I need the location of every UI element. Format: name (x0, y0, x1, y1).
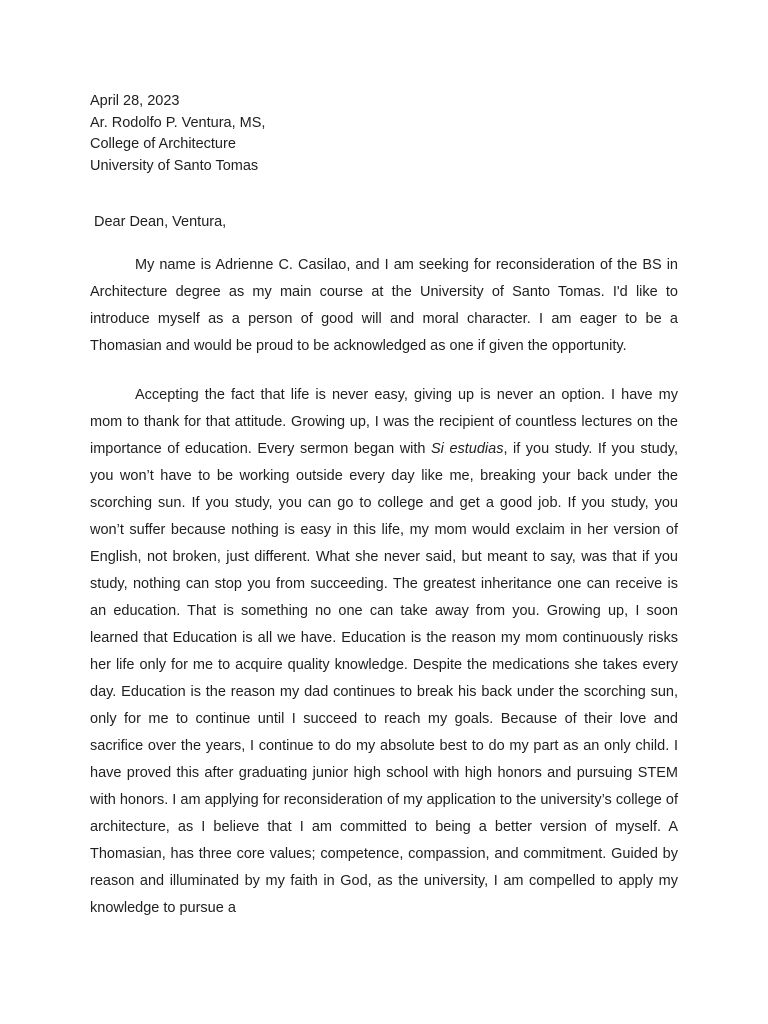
paragraph-2-italic-phrase: Si estudias (431, 441, 504, 457)
letter-date: April 28, 2023 (90, 93, 180, 109)
letter-header (90, 91, 690, 177)
recipient-department: College of Architecture (90, 136, 236, 152)
salutation: Dear Dean, Ventura, (94, 214, 227, 230)
body-paragraph-2 (90, 382, 678, 922)
body-paragraph-1: My name is Adrienne C. Casilao, and I am seeking for reconsideration of the BS in Architecture degree as my main course at the University of Santo Tomas. I'd like to introduce myself as a person of good will and moral character. I am eager to be a Thomasian and would be proud to be acknowledged as one if given the opportunity. (90, 257, 678, 354)
recipient-institution: University of Santo Tomas (90, 157, 259, 174)
recipient-name: Ar. Rodolfo P. Ventura, MS, (90, 114, 266, 131)
paragraph-2-text-end: , if you study. If you study, you won’t have to be working outside every day like me, breaking your back under the scorching sun. If you study, you can go to college and get a good job. If you study, you won’t suffer because nothing is easy in this life, my mom would exclaim in her version of English, not broken, just different. What she never said, but meant to say, was that if you study, nothing can stop you from succeeding. The greatest inheritance one can receive is an education. That is something no one can take away from you. Growing up, I soon learned that Education is all we have. Education is the reason my mom continuously risks her life only for me to acquire quality knowledge. Despite the medications she takes every day. Education is the reason my dad continues to break his back under the scorching sun, only for me to continue until I succeed to reach my goals. Because of their love and sacrifice over the years, I continue to do my absolute best to do my part as an only child. I have proved this after graduating junior high school with high honors and pursuing STEM with honors. I am applying for reconsideration of my application to the university’s college of architecture, as I believe that I am committed to being a better version of myself. A Thomasian, has three core values; competence, compassion, and commitment. Guided by reason and illuminated by my faith in God, as the university, I am compelled to apply my knowledge to pursue a (90, 441, 678, 916)
paragraph-2-text-start: Accepting the fact that life is never easy, giving up is never an option. I have my mom to thank for that attitude. Growing up, I was the recipient of countless lectures on the importance of education. Every sermon began with (90, 387, 678, 457)
